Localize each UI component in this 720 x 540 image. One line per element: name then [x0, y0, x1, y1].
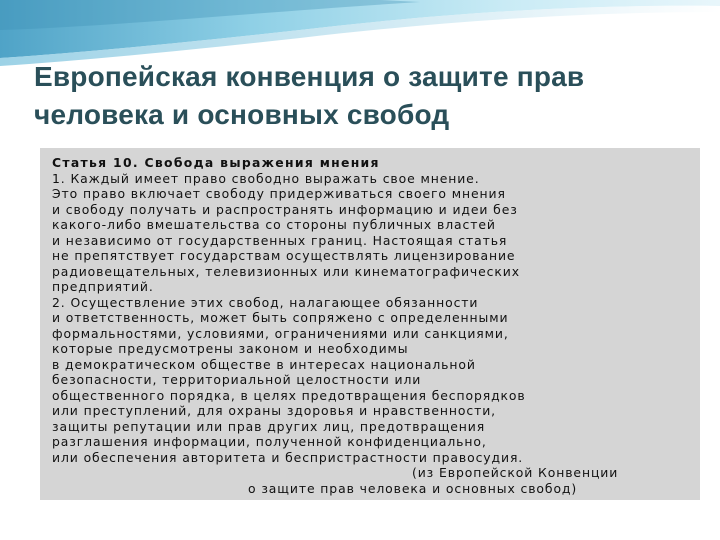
slide-title-line: человека и основных свобод	[34, 99, 450, 130]
article-line: защиты репутации или прав других лиц, предотвращения	[52, 418, 486, 434]
article-heading: Статья 10. Свобода выражения мнения	[52, 155, 380, 170]
article-line: 2. Осуществление этих свобод, налагающее обязанности	[52, 294, 479, 310]
article-line: не препятствует государствам осуществлять лицензирование	[52, 248, 516, 263]
article-line: или обеспечения авторитета и беспристрастности правосудия.	[52, 449, 524, 465]
article-line: и свободу получать и распространять информацию и идеи без	[52, 201, 518, 217]
article-line: общественного порядка, в целях предотвращения беспорядков	[52, 387, 526, 403]
article-line: 1. Каждый имеет право свободно выражать свое мнение.	[52, 170, 480, 186]
article-line: разглашения информации, полученной конфиденциально,	[52, 434, 487, 449]
article-line: или преступлений, для охраны здоровья и нравственности,	[52, 403, 497, 418]
article-text	[52, 155, 692, 496]
article-line: формальностями, условиями, ограничениями или санкциями,	[52, 325, 509, 341]
article-line: Это право включает свободу придерживаться своего мнения	[52, 186, 506, 201]
article-line: какого-либо вмешательства со стороны публичных властей	[52, 217, 496, 232]
article-line: которые предусмотрены законом и необходимы	[52, 341, 409, 356]
article-source-line: (из Европейской Конвенции	[412, 465, 619, 480]
article-line: радиовещательных, телевизионных или кинематографических	[52, 263, 520, 279]
slide-title-line: Европейская конвенция о защите прав	[34, 61, 585, 92]
slide-title	[34, 58, 694, 134]
article-line: и независимо от государственных границ. Настоящая статья	[52, 232, 508, 248]
article-line: в демократическом обществе в интересах национальной	[52, 356, 476, 372]
article-source-line: о защите прав человека и основных свобод)	[248, 480, 578, 496]
article-line: безопасности, территориальной целостности или	[52, 372, 422, 387]
article-line: предприятий.	[52, 279, 154, 294]
article-line: и ответственность, может быть сопряжено с определенными	[52, 310, 509, 325]
